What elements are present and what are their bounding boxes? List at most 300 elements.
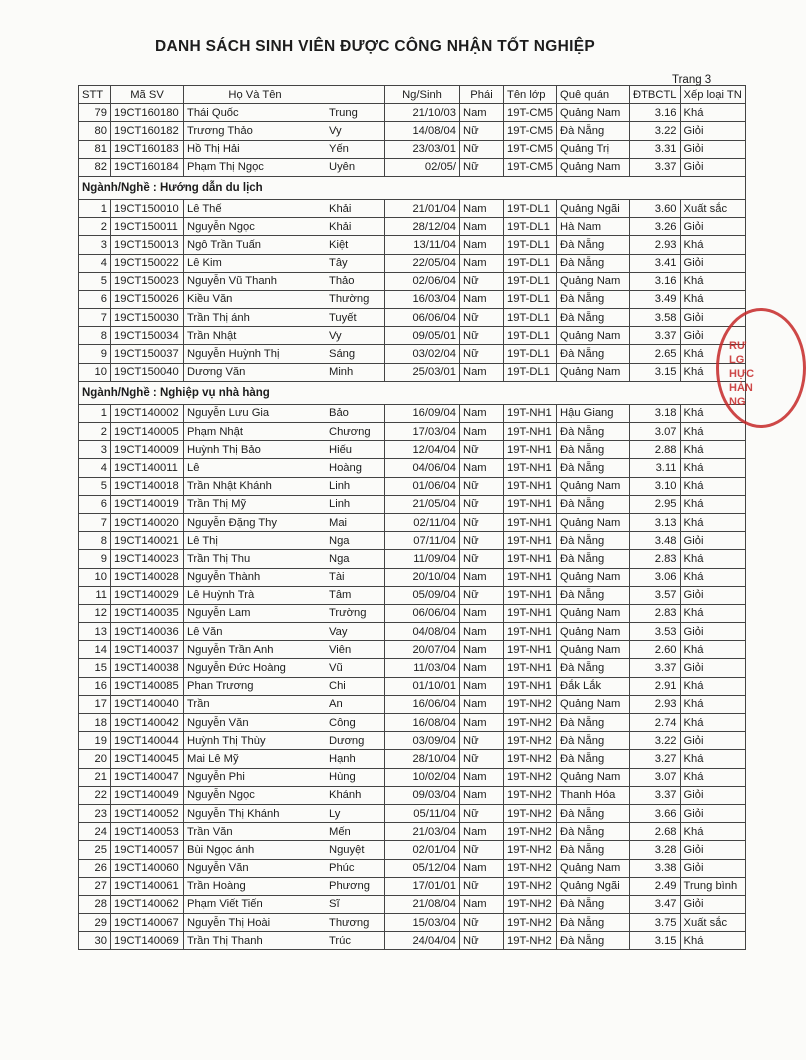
cell-gender: Nam	[460, 895, 504, 913]
cell-student-id: 19CT140005	[111, 423, 184, 441]
cell-class: 19T-NH1	[504, 441, 557, 459]
cell-hometown: Đà Nẵng	[557, 804, 630, 822]
cell-gpa: 3.38	[630, 859, 681, 877]
cell-gender: Nam	[460, 254, 504, 272]
cell-classification: Khá	[680, 604, 745, 622]
cell-birthdate: 20/07/04	[385, 641, 460, 659]
cell-stt: 9	[79, 550, 111, 568]
cell-name: Nguyễn Lam	[184, 604, 327, 622]
cell-classification: Khá	[680, 345, 745, 363]
cell-stt: 24	[79, 823, 111, 841]
cell-given-name: Chi	[326, 677, 385, 695]
cell-name: Trần Văn	[184, 823, 327, 841]
cell-name: Lê	[184, 459, 327, 477]
cell-student-id: 19CT150037	[111, 345, 184, 363]
cell-given-name: Tây	[326, 254, 385, 272]
cell-given-name: Hiếu	[326, 441, 385, 459]
cell-name: Nguyễn Thị Khánh	[184, 804, 327, 822]
header-gpa: ĐTBCTL	[630, 86, 681, 104]
cell-name: Lê Huỳnh Trà	[184, 586, 327, 604]
cell-name: Dương Văn	[184, 363, 327, 381]
cell-stt: 27	[79, 877, 111, 895]
cell-hometown: Hậu Giang	[557, 404, 630, 422]
cell-classification: Khá	[680, 823, 745, 841]
cell-gpa: 3.58	[630, 309, 681, 327]
cell-stt: 5	[79, 272, 111, 290]
cell-birthdate: 15/03/04	[385, 914, 460, 932]
cell-hometown: Đà Nẵng	[557, 841, 630, 859]
cell-student-id: 19CT140002	[111, 404, 184, 422]
table-row	[79, 345, 746, 363]
cell-classification: Giỏi	[680, 623, 745, 641]
cell-student-id: 19CT140052	[111, 804, 184, 822]
table-row	[79, 363, 746, 381]
cell-gender: Nữ	[460, 532, 504, 550]
cell-gpa: 2.93	[630, 695, 681, 713]
cell-hometown: Đà Nẵng	[557, 895, 630, 913]
cell-class: 19T-NH1	[504, 477, 557, 495]
cell-hometown: Đà Nẵng	[557, 750, 630, 768]
cell-class: 19T-NH1	[504, 623, 557, 641]
cell-classification: Giỏi	[680, 732, 745, 750]
cell-class: 19T-NH2	[504, 841, 557, 859]
cell-gpa: 2.60	[630, 641, 681, 659]
stamp-text: LG	[729, 354, 745, 366]
cell-name: Nguyễn Huỳnh Thị	[184, 345, 327, 363]
cell-gpa: 3.13	[630, 513, 681, 531]
cell-classification: Khá	[680, 423, 745, 441]
cell-classification: Khá	[680, 236, 745, 254]
cell-birthdate: 17/01/01	[385, 877, 460, 895]
cell-student-id: 19CT140044	[111, 732, 184, 750]
cell-hometown: Hà Nam	[557, 218, 630, 236]
cell-name: Trần Nhật	[184, 327, 327, 345]
cell-gpa: 3.47	[630, 895, 681, 913]
cell-given-name: Trung	[326, 104, 385, 122]
cell-gpa: 3.37	[630, 158, 681, 176]
cell-classification: Giỏi	[680, 309, 745, 327]
cell-name: Nguyễn Đức Hoàng	[184, 659, 327, 677]
cell-student-id: 19CT160184	[111, 158, 184, 176]
cell-class: 19T-NH2	[504, 786, 557, 804]
cell-class: 19T-NH2	[504, 714, 557, 732]
cell-name: Nguyễn Đặng Thy	[184, 513, 327, 531]
cell-stt: 7	[79, 513, 111, 531]
cell-birthdate: 11/03/04	[385, 659, 460, 677]
cell-name: Nguyễn Ngọc	[184, 218, 327, 236]
cell-student-id: 19CT140042	[111, 714, 184, 732]
cell-birthdate: 02/01/04	[385, 841, 460, 859]
cell-hometown: Đắk Lắk	[557, 677, 630, 695]
cell-class: 19T-NH1	[504, 586, 557, 604]
cell-stt: 10	[79, 568, 111, 586]
cell-hometown: Quảng Nam	[557, 327, 630, 345]
table-row	[79, 423, 746, 441]
table-row	[79, 750, 746, 768]
cell-student-id: 19CT140038	[111, 659, 184, 677]
cell-stt: 18	[79, 714, 111, 732]
cell-student-id: 19CT160180	[111, 104, 184, 122]
cell-name: Phạm Nhật	[184, 423, 327, 441]
cell-hometown: Đà Nẵng	[557, 532, 630, 550]
cell-classification: Giỏi	[680, 122, 745, 140]
cell-hometown: Đà Nẵng	[557, 309, 630, 327]
cell-birthdate: 05/12/04	[385, 859, 460, 877]
cell-name: Huỳnh Thị Bảo	[184, 441, 327, 459]
cell-student-id: 19CT140085	[111, 677, 184, 695]
section-title: Ngành/Nghề : Hướng dẫn du lịch	[79, 176, 746, 199]
cell-student-id: 19CT140023	[111, 550, 184, 568]
cell-name: Lê Thị	[184, 532, 327, 550]
header-gender: Phái	[460, 86, 504, 104]
cell-name: Bùi Ngọc ánh	[184, 841, 327, 859]
cell-classification: Khá	[680, 495, 745, 513]
table-row	[79, 841, 746, 859]
cell-class: 19T-NH2	[504, 932, 557, 950]
cell-gender: Nữ	[460, 804, 504, 822]
cell-classification: Khá	[680, 932, 745, 950]
stamp-text: HỰC	[729, 368, 755, 380]
cell-hometown: Đà Nẵng	[557, 714, 630, 732]
cell-stt: 4	[79, 459, 111, 477]
cell-given-name: Khải	[326, 218, 385, 236]
cell-gpa: 3.48	[630, 532, 681, 550]
cell-stt: 5	[79, 477, 111, 495]
cell-name: Trần	[184, 695, 327, 713]
cell-gender: Nam	[460, 604, 504, 622]
cell-gender: Nam	[460, 104, 504, 122]
cell-birthdate: 03/09/04	[385, 732, 460, 750]
cell-name: Trần Thị ánh	[184, 309, 327, 327]
table-row	[79, 309, 746, 327]
cell-classification: Khá	[680, 641, 745, 659]
cell-stt: 2	[79, 218, 111, 236]
cell-stt: 25	[79, 841, 111, 859]
cell-student-id: 19CT140061	[111, 877, 184, 895]
cell-gpa: 3.07	[630, 768, 681, 786]
cell-gender: Nữ	[460, 345, 504, 363]
cell-stt: 81	[79, 140, 111, 158]
cell-hometown: Đà Nẵng	[557, 932, 630, 950]
cell-given-name: Vy	[326, 327, 385, 345]
cell-gender: Nữ	[460, 932, 504, 950]
cell-student-id: 19CT140053	[111, 823, 184, 841]
cell-classification: Giỏi	[680, 786, 745, 804]
cell-class: 19T-NH1	[504, 513, 557, 531]
cell-name: Phạm Thị Ngọc	[184, 158, 327, 176]
cell-birthdate: 01/10/01	[385, 677, 460, 695]
stamp-text: HÀN	[729, 382, 753, 394]
cell-gender: Nam	[460, 677, 504, 695]
cell-birthdate: 22/05/04	[385, 254, 460, 272]
table-row	[79, 732, 746, 750]
cell-gender: Nữ	[460, 495, 504, 513]
cell-class: 19T-NH2	[504, 695, 557, 713]
cell-student-id: 19CT150022	[111, 254, 184, 272]
cell-gpa: 2.93	[630, 236, 681, 254]
cell-classification: Giỏi	[680, 158, 745, 176]
header-full-name: Họ Và Tên	[184, 86, 327, 104]
cell-hometown: Quảng Ngãi	[557, 199, 630, 217]
cell-given-name: Tuyết	[326, 309, 385, 327]
cell-student-id: 19CT140029	[111, 586, 184, 604]
cell-student-id: 19CT140057	[111, 841, 184, 859]
cell-classification: Khá	[680, 768, 745, 786]
cell-name: Nguyễn Vũ Thanh	[184, 272, 327, 290]
cell-birthdate: 09/03/04	[385, 786, 460, 804]
cell-gpa: 3.28	[630, 841, 681, 859]
cell-classification: Khá	[680, 290, 745, 308]
cell-classification: Khá	[680, 441, 745, 459]
graduates-table	[78, 85, 746, 950]
table-row	[79, 477, 746, 495]
cell-student-id: 19CT140021	[111, 532, 184, 550]
cell-class: 19T-DL1	[504, 309, 557, 327]
cell-hometown: Quảng Nam	[557, 477, 630, 495]
table-row	[79, 804, 746, 822]
table-row	[79, 568, 746, 586]
cell-stt: 29	[79, 914, 111, 932]
cell-gender: Nam	[460, 363, 504, 381]
cell-class: 19T-DL1	[504, 345, 557, 363]
cell-stt: 8	[79, 327, 111, 345]
cell-classification: Giỏi	[680, 586, 745, 604]
cell-student-id: 19CT140049	[111, 786, 184, 804]
cell-name: Nguyễn Thành	[184, 568, 327, 586]
cell-gender: Nữ	[460, 309, 504, 327]
cell-class: 19T-CM5	[504, 122, 557, 140]
cell-birthdate: 16/06/04	[385, 695, 460, 713]
cell-given-name: Nga	[326, 550, 385, 568]
cell-birthdate: 02/06/04	[385, 272, 460, 290]
cell-classification: Khá	[680, 104, 745, 122]
cell-student-id: 19CT140011	[111, 459, 184, 477]
table-row	[79, 877, 746, 895]
cell-student-id: 19CT140035	[111, 604, 184, 622]
cell-gpa: 2.74	[630, 714, 681, 732]
cell-gpa: 3.57	[630, 586, 681, 604]
cell-stt: 17	[79, 695, 111, 713]
cell-class: 19T-NH1	[504, 423, 557, 441]
cell-class: 19T-NH2	[504, 859, 557, 877]
cell-student-id: 19CT140009	[111, 441, 184, 459]
cell-given-name: An	[326, 695, 385, 713]
cell-given-name: Tâm	[326, 586, 385, 604]
cell-birthdate: 02/05/	[385, 158, 460, 176]
cell-birthdate: 28/10/04	[385, 750, 460, 768]
cell-given-name: Yến	[326, 140, 385, 158]
cell-class: 19T-CM5	[504, 158, 557, 176]
cell-gender: Nam	[460, 768, 504, 786]
cell-class: 19T-CM5	[504, 104, 557, 122]
cell-classification: Giỏi	[680, 327, 745, 345]
cell-given-name: Minh	[326, 363, 385, 381]
cell-hometown: Đà Nẵng	[557, 423, 630, 441]
cell-classification: Xuất sắc	[680, 914, 745, 932]
header-stt: STT	[79, 86, 111, 104]
cell-name: Nguyễn Văn	[184, 714, 327, 732]
cell-class: 19T-NH1	[504, 604, 557, 622]
cell-birthdate: 05/11/04	[385, 804, 460, 822]
cell-hometown: Quảng Ngãi	[557, 877, 630, 895]
cell-classification: Giỏi	[680, 659, 745, 677]
cell-given-name: Thường	[326, 290, 385, 308]
section-title: Ngành/Nghề : Nghiệp vụ nhà hàng	[79, 381, 746, 404]
table-row	[79, 290, 746, 308]
section-header	[79, 381, 746, 404]
cell-classification: Khá	[680, 272, 745, 290]
cell-given-name: Trúc	[326, 932, 385, 950]
cell-given-name: Bảo	[326, 404, 385, 422]
table-row	[79, 659, 746, 677]
cell-name: Nguyễn Thị Hoài	[184, 914, 327, 932]
cell-class: 19T-NH1	[504, 568, 557, 586]
cell-gender: Nữ	[460, 158, 504, 176]
cell-gender: Nam	[460, 290, 504, 308]
cell-class: 19T-DL1	[504, 363, 557, 381]
table-row	[79, 272, 746, 290]
cell-stt: 10	[79, 363, 111, 381]
cell-stt: 6	[79, 495, 111, 513]
cell-gpa: 3.26	[630, 218, 681, 236]
cell-birthdate: 03/02/04	[385, 345, 460, 363]
cell-birthdate: 07/11/04	[385, 532, 460, 550]
cell-stt: 82	[79, 158, 111, 176]
cell-hometown: Quảng Nam	[557, 641, 630, 659]
cell-gpa: 3.11	[630, 459, 681, 477]
table-row	[79, 641, 746, 659]
cell-stt: 22	[79, 786, 111, 804]
cell-given-name: Nguyệt	[326, 841, 385, 859]
cell-classification: Khá	[680, 568, 745, 586]
table-row	[79, 914, 746, 932]
cell-class: 19T-NH2	[504, 823, 557, 841]
cell-gender: Nam	[460, 823, 504, 841]
cell-birthdate: 21/10/03	[385, 104, 460, 122]
table-row	[79, 327, 746, 345]
cell-class: 19T-NH1	[504, 659, 557, 677]
cell-birthdate: 04/06/04	[385, 459, 460, 477]
cell-given-name: Hùng	[326, 768, 385, 786]
cell-gpa: 3.49	[630, 290, 681, 308]
cell-hometown: Đà Nẵng	[557, 254, 630, 272]
cell-name: Nguyễn Phi	[184, 768, 327, 786]
cell-student-id: 19CT140020	[111, 513, 184, 531]
cell-given-name: Kiệt	[326, 236, 385, 254]
cell-stt: 79	[79, 104, 111, 122]
table-row	[79, 932, 746, 950]
cell-given-name: Linh	[326, 495, 385, 513]
cell-name: Trần Nhật Khánh	[184, 477, 327, 495]
cell-given-name: Tài	[326, 568, 385, 586]
cell-hometown: Quảng Nam	[557, 604, 630, 622]
cell-classification: Giỏi	[680, 859, 745, 877]
table-row	[79, 459, 746, 477]
cell-classification: Khá	[680, 513, 745, 531]
cell-hometown: Quảng Nam	[557, 513, 630, 531]
cell-stt: 7	[79, 309, 111, 327]
cell-given-name: Mai	[326, 513, 385, 531]
cell-birthdate: 11/09/04	[385, 550, 460, 568]
cell-birthdate: 12/04/04	[385, 441, 460, 459]
cell-gender: Nữ	[460, 327, 504, 345]
cell-classification: Giỏi	[680, 804, 745, 822]
table-header-row	[79, 86, 746, 104]
cell-hometown: Đà Nẵng	[557, 441, 630, 459]
cell-birthdate: 16/03/04	[385, 290, 460, 308]
cell-stt: 9	[79, 345, 111, 363]
cell-gender: Nam	[460, 623, 504, 641]
cell-gpa: 2.49	[630, 877, 681, 895]
cell-stt: 1	[79, 199, 111, 217]
cell-gpa: 3.16	[630, 104, 681, 122]
cell-birthdate: 05/09/04	[385, 586, 460, 604]
cell-gpa: 3.15	[630, 932, 681, 950]
cell-given-name: Viên	[326, 641, 385, 659]
cell-birthdate: 06/06/04	[385, 309, 460, 327]
cell-hometown: Quảng Nam	[557, 272, 630, 290]
cell-given-name: Khánh	[326, 786, 385, 804]
cell-gpa: 2.68	[630, 823, 681, 841]
cell-name: Thái Quốc	[184, 104, 327, 122]
cell-gpa: 2.83	[630, 604, 681, 622]
cell-gender: Nam	[460, 423, 504, 441]
cell-gpa: 2.91	[630, 677, 681, 695]
cell-class: 19T-DL1	[504, 254, 557, 272]
cell-class: 19T-NH2	[504, 895, 557, 913]
cell-stt: 80	[79, 122, 111, 140]
table-row	[79, 677, 746, 695]
cell-birthdate: 24/04/04	[385, 932, 460, 950]
cell-gpa: 3.15	[630, 363, 681, 381]
cell-given-name: Phương	[326, 877, 385, 895]
table-row	[79, 786, 746, 804]
cell-hometown: Đà Nẵng	[557, 122, 630, 140]
cell-hometown: Đà Nẵng	[557, 914, 630, 932]
cell-class: 19T-NH1	[504, 641, 557, 659]
cell-student-id: 19CT150026	[111, 290, 184, 308]
cell-student-id: 19CT150013	[111, 236, 184, 254]
cell-student-id: 19CT140018	[111, 477, 184, 495]
cell-gpa: 3.41	[630, 254, 681, 272]
cell-gpa: 2.83	[630, 550, 681, 568]
cell-name: Trần Thị Thanh	[184, 932, 327, 950]
cell-classification: Giỏi	[680, 218, 745, 236]
cell-given-name: Linh	[326, 477, 385, 495]
cell-stt: 3	[79, 236, 111, 254]
cell-given-name: Uyên	[326, 158, 385, 176]
cell-student-id: 19CT140028	[111, 568, 184, 586]
cell-stt: 15	[79, 659, 111, 677]
cell-name: Kiều Văn	[184, 290, 327, 308]
cell-class: 19T-NH1	[504, 550, 557, 568]
cell-class: 19T-NH1	[504, 459, 557, 477]
cell-name: Phạm Viết Tiến	[184, 895, 327, 913]
cell-hometown: Đà Nẵng	[557, 659, 630, 677]
table-row	[79, 122, 746, 140]
cell-student-id: 19CT150023	[111, 272, 184, 290]
cell-class: 19T-DL1	[504, 290, 557, 308]
table-row	[79, 218, 746, 236]
cell-classification: Khá	[680, 550, 745, 568]
cell-birthdate: 25/03/01	[385, 363, 460, 381]
cell-classification: Trung bình	[680, 877, 745, 895]
cell-student-id: 19CT140036	[111, 623, 184, 641]
header-birthdate: Ng/Sinh	[385, 86, 460, 104]
cell-gender: Nam	[460, 199, 504, 217]
table-row	[79, 254, 746, 272]
cell-student-id: 19CT160183	[111, 140, 184, 158]
